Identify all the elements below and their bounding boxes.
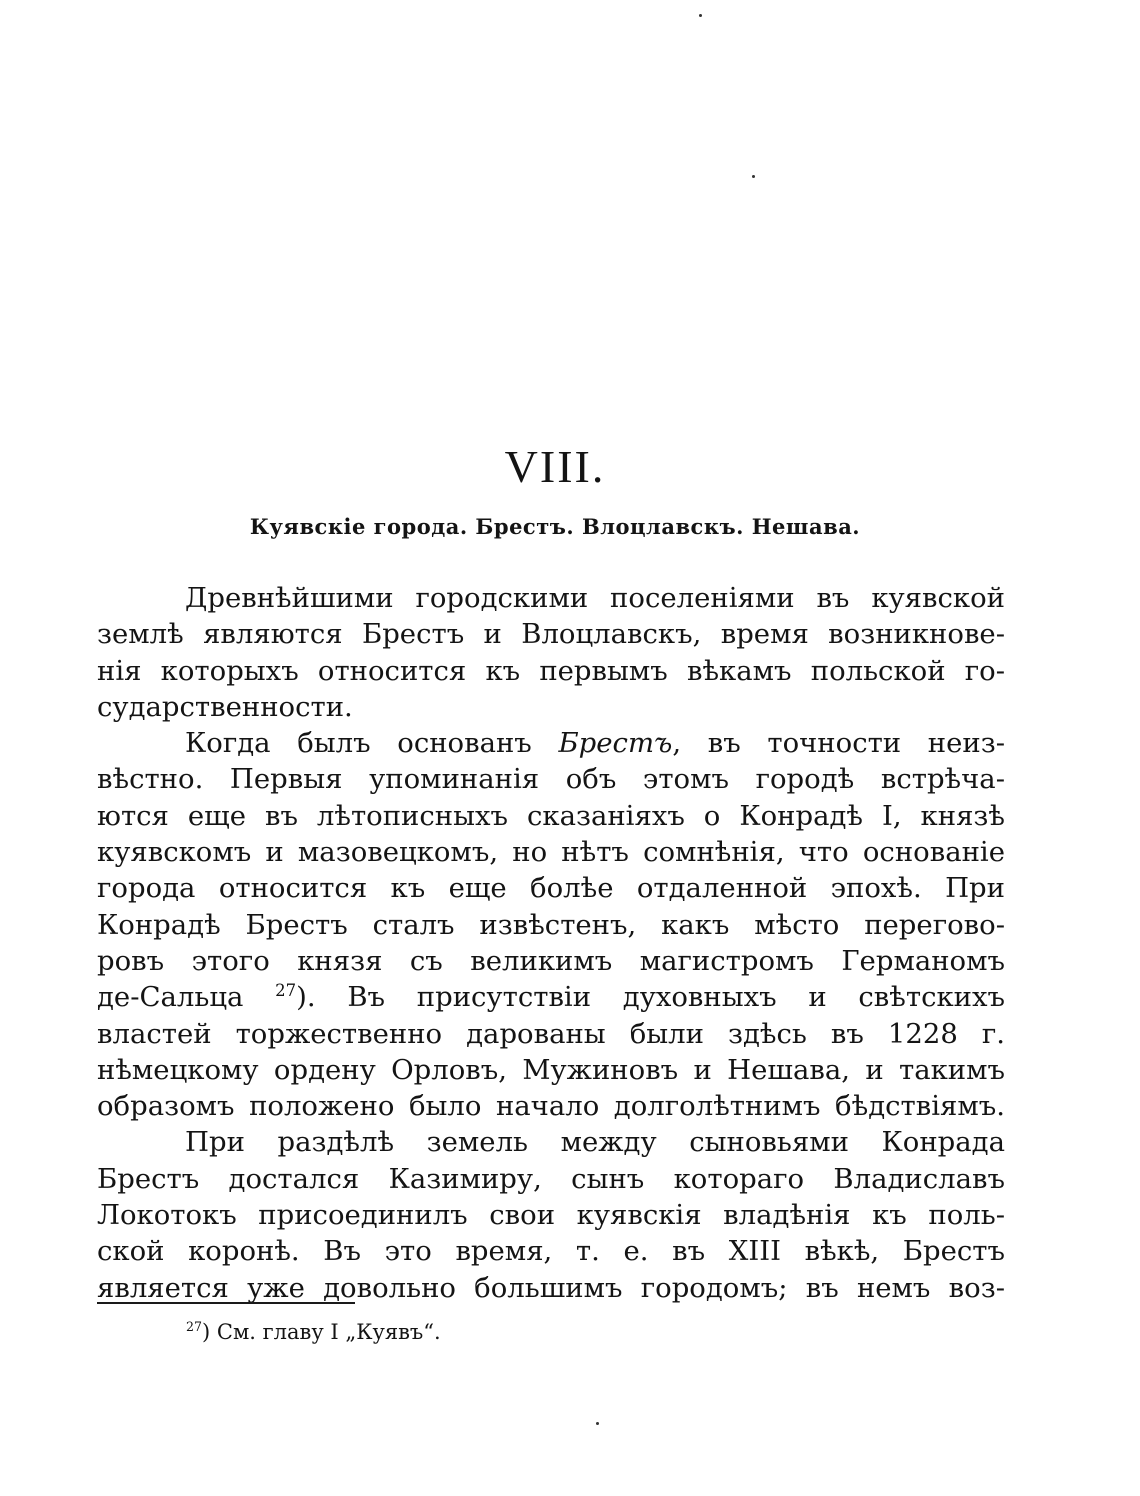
text-line: ровъ этого князя съ великимъ магистромъ Германомъ <box>97 944 1005 977</box>
chapter-subtitle: Куявскіе города. Брестъ. Влоцлавскъ. Нешава. <box>249 514 861 539</box>
footnote-text: ) См. главу I „Куявъ“. <box>202 1320 441 1344</box>
footnote-divider <box>97 1302 355 1304</box>
text-fragment: де-Сальца <box>97 981 276 1014</box>
text-line: нѣмецкому ордену Орловъ, Мужиновъ и Нешава, и такимъ <box>97 1053 1005 1086</box>
text-line: Конрадѣ Брестъ сталъ извѣстенъ, какъ мѣсто перегово- <box>97 908 1005 941</box>
text-line: нія которыхъ относится къ первымъ вѣкамъ польской го- <box>97 654 1005 687</box>
text-fragment: Когда былъ основанъ <box>185 727 559 760</box>
text-line: Древнѣйшими городскими поселеніями въ куявской <box>185 582 1005 614</box>
text-line: Локотокъ присоединилъ свои куявскія владѣнія къ поль- <box>97 1199 1005 1232</box>
print-speck <box>699 14 702 17</box>
body-text <box>97 580 1005 1306</box>
text-line <box>97 979 1005 1015</box>
text-line: образомъ положено было начало долголѣтнимъ бѣдствіямъ. <box>97 1090 1005 1123</box>
text-line: ской коронѣ. Въ это время, т. е. въ XIII вѣкѣ, Брестъ <box>97 1235 1005 1268</box>
print-speck <box>596 1422 599 1425</box>
text-line: властей торжественно дарованы были здѣсь въ 1228 г. <box>97 1017 1005 1050</box>
text-line: землѣ являются Брестъ и Влоцлавскъ, время возникнове- <box>97 618 1005 651</box>
footnote <box>186 1320 441 1344</box>
text-fragment: , въ точности неиз- <box>672 727 1005 760</box>
text-fragment: ). Въ присутствіи духовныхъ и свѣтскихъ <box>296 981 1005 1014</box>
text-line: ются еще въ лѣтописныхъ сказаніяхъ о Конрадѣ I, князѣ <box>97 799 1005 832</box>
text-line: вѣстно. Первыя упоминанія объ этомъ городѣ встрѣча- <box>97 763 1005 796</box>
footnote-reference: 27 <box>275 981 297 1001</box>
text-line: куявскомъ и мазовецкомъ, но нѣтъ сомнѣнія, что основаніе <box>97 836 1005 869</box>
emphasis-text: Брестъ <box>558 727 673 760</box>
chapter-number: VIII. <box>504 441 606 492</box>
text-line: города относится къ еще болѣе отдаленной эпохѣ. При <box>97 872 1005 905</box>
footnote-marker: 27 <box>186 1319 203 1334</box>
text-line: является уже довольно большимъ городомъ; въ немъ воз- <box>97 1271 1005 1304</box>
print-speck <box>752 175 755 178</box>
text-line <box>97 725 1005 761</box>
text-line: сударственности. <box>97 690 353 723</box>
text-line: Брестъ достался Казимиру, сынъ котораго Владиславъ <box>97 1162 1005 1195</box>
text-line: При раздѣлѣ земель между сыновьями Конрада <box>185 1126 1005 1159</box>
